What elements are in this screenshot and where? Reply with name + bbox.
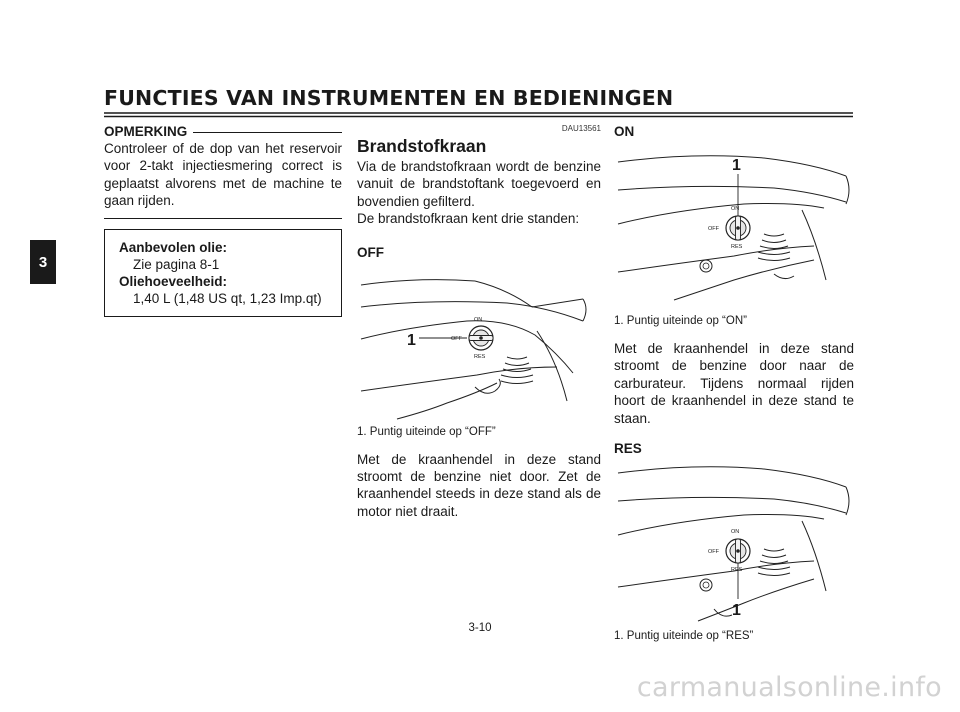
- section-code: DAU13561: [561, 124, 601, 133]
- valve-label-off: OFF: [708, 226, 719, 232]
- section-title: Brandstofkraan: [357, 136, 487, 156]
- column-middle: [357, 124, 601, 520]
- oil-label: Aanbevolen olie:: [119, 239, 228, 255]
- section-intro-1: Via de brandstofkraan wordt de benzine vanuit de brandstoftank toegevoerd en bovendien gefilterd.: [357, 159, 601, 209]
- quantity-label: Oliehoeveelheid:: [119, 273, 228, 289]
- off-callout: 1: [407, 331, 416, 349]
- valve-label-on: ON: [731, 529, 740, 536]
- valve-label-res: RES: [474, 353, 486, 360]
- valve-label-on: ON: [731, 206, 740, 212]
- valve-label-on: ON: [474, 316, 483, 323]
- res-callout: 1: [732, 602, 741, 620]
- note-heading: [104, 124, 342, 140]
- spec-box: [104, 229, 342, 317]
- res-caption: 1. Puntig uiteinde op “RES”: [614, 630, 754, 643]
- note-rule: [104, 218, 342, 219]
- res-heading: RES: [614, 441, 642, 457]
- fuel-cock-on-illustration: [614, 150, 854, 308]
- watermark[interactable]: carmanualsonline.info: [636, 672, 942, 703]
- valve-label-off: OFF: [451, 335, 462, 342]
- off-text: Met de kraanhendel in deze stand stroomt de benzine niet door. Zet de kraanhendel steeds in deze stand als de motor niet draait.: [357, 451, 601, 519]
- page-title: FUNCTIES VAN INSTRUMENTEN EN BEDIENINGEN: [104, 86, 674, 110]
- header-rule: [104, 112, 853, 118]
- on-callout: 1: [732, 157, 741, 174]
- on-heading: ON: [614, 124, 635, 139]
- note-text: Controleer of de dop van het reservoir voor 2-takt injectiesmering correct is geplaatst alvorens met de machine te gaan rijden.: [104, 141, 342, 209]
- valve-label-res: RES: [731, 567, 743, 574]
- section-intro-2: De brandstofkraan kent drie standen:: [357, 211, 580, 227]
- on-text: Met de kraanhendel in deze stand stroomt de benzine door naar de carburateur. Tijdens normaal rijden hoort de kraanhendel in deze stand te staan.: [614, 341, 854, 426]
- off-caption: 1. Puntig uiteinde op “OFF”: [357, 425, 496, 438]
- quantity-value: 1,40 L (1,48 US qt, 1,23 Imp.qt): [133, 290, 322, 306]
- valve-label-off: OFF: [708, 549, 719, 556]
- off-heading: OFF: [357, 244, 384, 260]
- on-caption: 1. Puntig uiteinde op “ON”: [614, 315, 747, 327]
- note-heading-label: OPMERKING: [104, 124, 188, 139]
- fuel-cock-off-illustration: [357, 263, 597, 423]
- chapter-tab: 3: [30, 240, 56, 284]
- column-right: [614, 124, 854, 643]
- oil-value: Zie pagina 8-1: [133, 256, 220, 272]
- column-left: [104, 124, 342, 317]
- fuel-cock-res-illustration: [614, 461, 854, 627]
- valve-label-res: RES: [731, 244, 743, 250]
- page-number: 3-10: [468, 622, 492, 634]
